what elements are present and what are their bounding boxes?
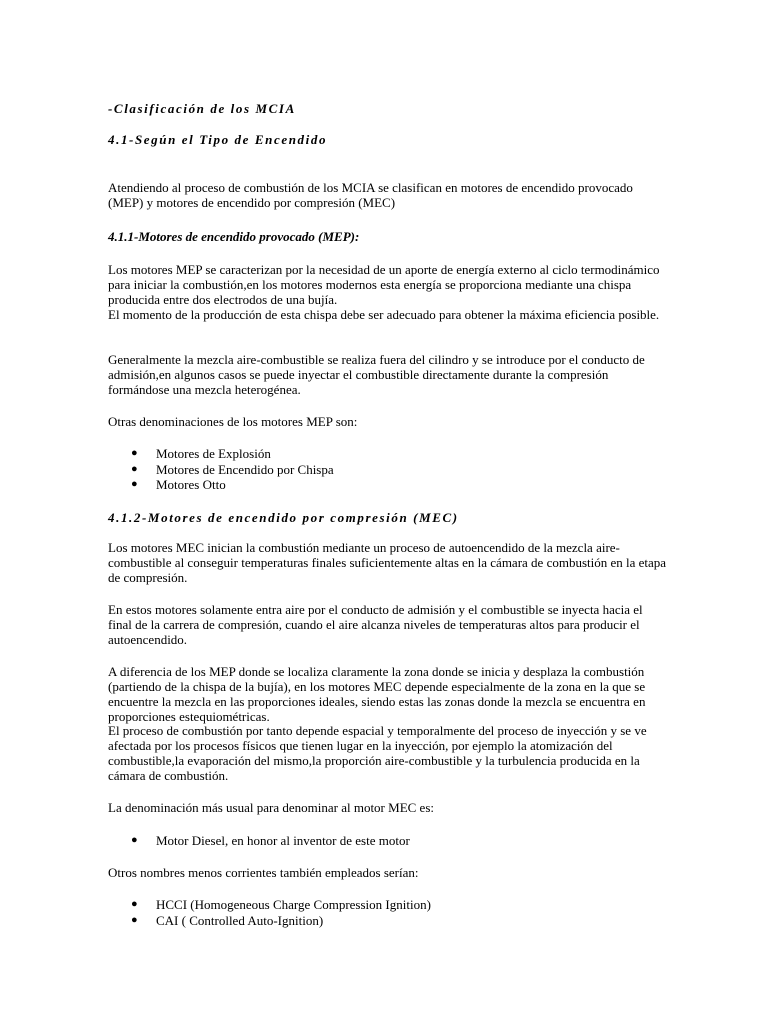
list-item bbox=[108, 462, 668, 478]
list-item bbox=[108, 897, 668, 913]
list-item-text: Motores de Explosión bbox=[156, 446, 271, 461]
list-item bbox=[108, 477, 668, 493]
list-item bbox=[108, 913, 668, 929]
mep-names-list bbox=[108, 446, 668, 493]
mec-other-names-list bbox=[108, 897, 668, 928]
mep-paragraph-3: Otras denominaciones de los motores MEP son: bbox=[108, 414, 358, 429]
section-heading-4-1: 4.1-Según el Tipo de Encendido bbox=[108, 132, 328, 147]
list-item-text: Motores Otto bbox=[156, 477, 226, 492]
section-heading-4-1-2: 4.1.2-Motores de encendido por compresión (MEC) bbox=[108, 510, 459, 525]
list-item bbox=[108, 446, 668, 462]
bullet-icon: ● bbox=[131, 898, 138, 910]
mec-paragraph-4: La denominación más usual para denominar al motor MEC es: bbox=[108, 800, 434, 815]
mec-paragraph-1: Los motores MEC inician la combustión mediante un proceso de autoencendido de la mezcla aire-combustible al conseguir temperaturas finales suficientemente altas en la cámara de combustión en la etapa de compresión. bbox=[108, 540, 667, 585]
document-title: -Clasificación de los MCIA bbox=[108, 101, 296, 116]
mep-paragraph-2: Generalmente la mezcla aire-combustible se realiza fuera del cilindro y se introduce por el conducto de admisión,en algunos casos se puede inyectar el combustible directamente durante la compresión formándose una mezcla heterogénea. bbox=[108, 352, 645, 397]
mec-paragraph-3: A diferencia de los MEP donde se localiza claramente la zona donde se inicia y desplaza la combustión (partiendo de la chispa de la bujía), en los motores MEC depende especialmente de la zona en la que se encuentre la mezcla en las proporciones ideales, siendo estas las zonas donde la mezcla se encuentra en proporciones estequiométricas. bbox=[108, 664, 646, 724]
mec-paragraph-3b: El proceso de combustión por tanto depende espacial y temporalmente del proceso de inyección y se ve afectada por los procesos físicos que tienen lugar en la inyección, por ejemplo la atomización del combustible,la evaporación del mismo,la proporción aire-combustible y la turbulencia producida en la cámara de combustión. bbox=[108, 723, 647, 783]
bullet-icon: ● bbox=[131, 913, 138, 926]
intro-paragraph: Atendiendo al proceso de combustión de los MCIA se clasifican en motores de encendido provocado (MEP) y motores de encendido por compresión (MEC) bbox=[108, 180, 633, 210]
mec-usual-name-list bbox=[108, 833, 668, 849]
bullet-icon: ● bbox=[131, 834, 138, 846]
bullet-icon: ● bbox=[131, 478, 138, 490]
list-item-text: Motor Diesel, en honor al inventor de este motor bbox=[156, 833, 410, 848]
list-item bbox=[108, 833, 668, 849]
list-item-text: HCCI (Homogeneous Charge Compression Ignition) bbox=[156, 897, 431, 912]
bullet-icon: ● bbox=[131, 447, 138, 459]
mec-paragraph-2: En estos motores solamente entra aire por el conducto de admisión y el combustible se inyecta hacia el final de la carrera de compresión, cuando el aire alcanza niveles de temperaturas altos para producir el autoencendido. bbox=[108, 602, 643, 647]
mep-paragraph-1b: El momento de la producción de esta chispa debe ser adecuado para obtener la máxima eficiencia posible. bbox=[108, 307, 660, 322]
bullet-icon: ● bbox=[131, 462, 138, 475]
mep-paragraph-1: Los motores MEP se caracterizan por la necesidad de un aporte de energía externo al ciclo termodinámico para iniciar la combustión,en los motores modernos esta energía se proporciona mediante una chispa producida entre dos electrodos de una bujía. bbox=[108, 262, 660, 307]
list-item-text: CAI ( Controlled Auto-Ignition) bbox=[156, 912, 324, 928]
mec-paragraph-5: Otros nombres menos corrientes también empleados serían: bbox=[108, 865, 419, 880]
section-heading-4-1-1: 4.1.1-Motores de encendido provocado (MEP): bbox=[108, 229, 360, 244]
list-item-text: Motores de Encendido por Chispa bbox=[156, 461, 334, 477]
